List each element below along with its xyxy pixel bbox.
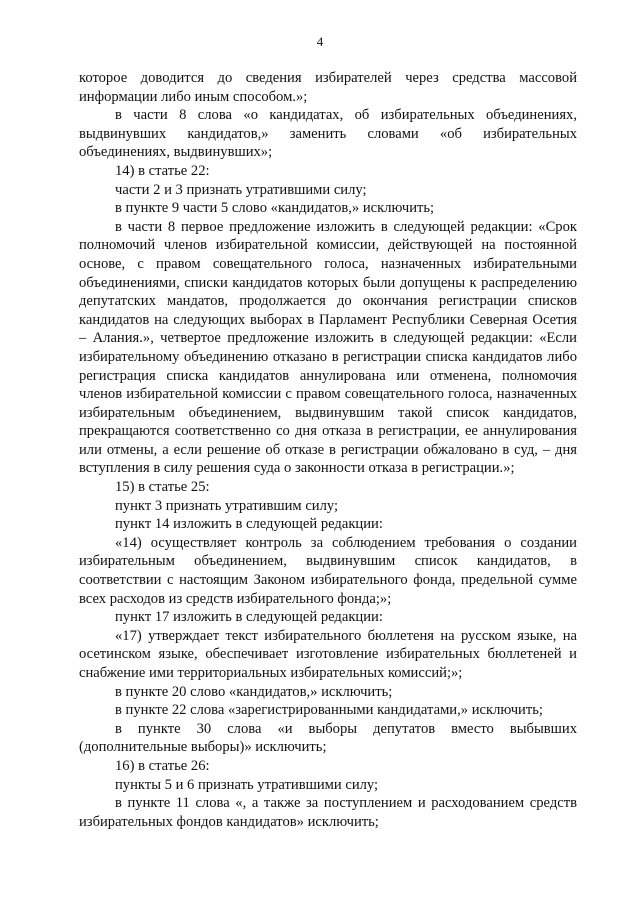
page-number: 4 <box>316 34 324 49</box>
paragraph: 15) в статье 25: <box>115 479 210 496</box>
paragraph: пункт 14 изложить в следующей редакции: <box>115 516 383 533</box>
paragraph: в пункте 22 слова «зарегистрированными кандидатами,» исключить; <box>115 702 543 719</box>
paragraph: 14) в статье 22: <box>115 162 210 179</box>
paragraph: пункты 5 и 6 признать утратившими силу; <box>115 776 379 793</box>
paragraph: в пункте 20 слово «кандидатов,» исключить; <box>115 683 393 700</box>
paragraph: в пункте 30 слова «и выборы депутатов вместо выбывших (дополнительные выборы)» исключить; <box>79 720 577 756</box>
paragraph: в пункте 9 части 5 слово «кандидатов,» исключить; <box>115 200 435 217</box>
paragraph: в пункте 11 слова «, а также за поступлением и расходованием средств избирательных фондов кандидатов» исключить; <box>79 795 577 830</box>
paragraph: 16) в статье 26: <box>115 757 210 774</box>
paragraph: которое доводится до сведения избирателей через средства массовой информации либо иным способом.»; <box>79 70 577 105</box>
paragraph: в части 8 первое предложение изложить в следующей редакции: «Срок полномочий членов избирательной комиссии, действующей на постоянной основе, с правом совещательного голоса, назначенных избирательными объединениями, списки кандидатов которых были допущены к распределению депутатских мандатов, продолжается до окончания регистрации списков кандидатов на следующих выборах в Парламент Республики Северная Осетия – Алания.», четвертое предложение изложить в следующей редакции: «Если избирательному объединению отказано в регистрации списка кандидатов либо регистрация списка кандидатов аннулирована или отменена, полномочия членов избирательной комиссии с правом совещательного голоса, назначенных избирательным объединением, выдвинувшим такой список кандидатов, прекращаются соответственно со дня отказа в регистрации, ее аннулирования или отмены, а если решение об отказе в регистрации обжаловано в суд, – дня вступления в силу решения суда о законности отказа в регистрации.»; <box>79 218 577 477</box>
paragraph: «14) осуществляет контроль за соблюдением требования о создании избирательным объединением, выдвинувшим список кандидатов, в соответствии с настоящим Законом избирательного фонда, предельной сумме всех расходов из средств избирательного фонда;»; <box>79 534 577 607</box>
paragraph: пункт 17 изложить в следующей редакции: <box>115 609 383 626</box>
document-body <box>79 69 577 831</box>
paragraph: в части 8 слова «о кандидатах, об избирательных объединениях, выдвинувших кандидатов,» заменить словами «об избирательных объединениях, выдвинувших»; <box>79 107 577 161</box>
paragraph: «17) утверждает текст избирательного бюллетеня на русском языке, на осетинском языке, обеспечивает изготовление избирательных бюллетеней и снабжение ими территориальных избирательных комиссий;»; <box>79 627 577 681</box>
paragraph: пункт 3 признать утратившим силу; <box>115 497 339 514</box>
paragraph: части 2 и 3 признать утратившими силу; <box>115 181 367 198</box>
